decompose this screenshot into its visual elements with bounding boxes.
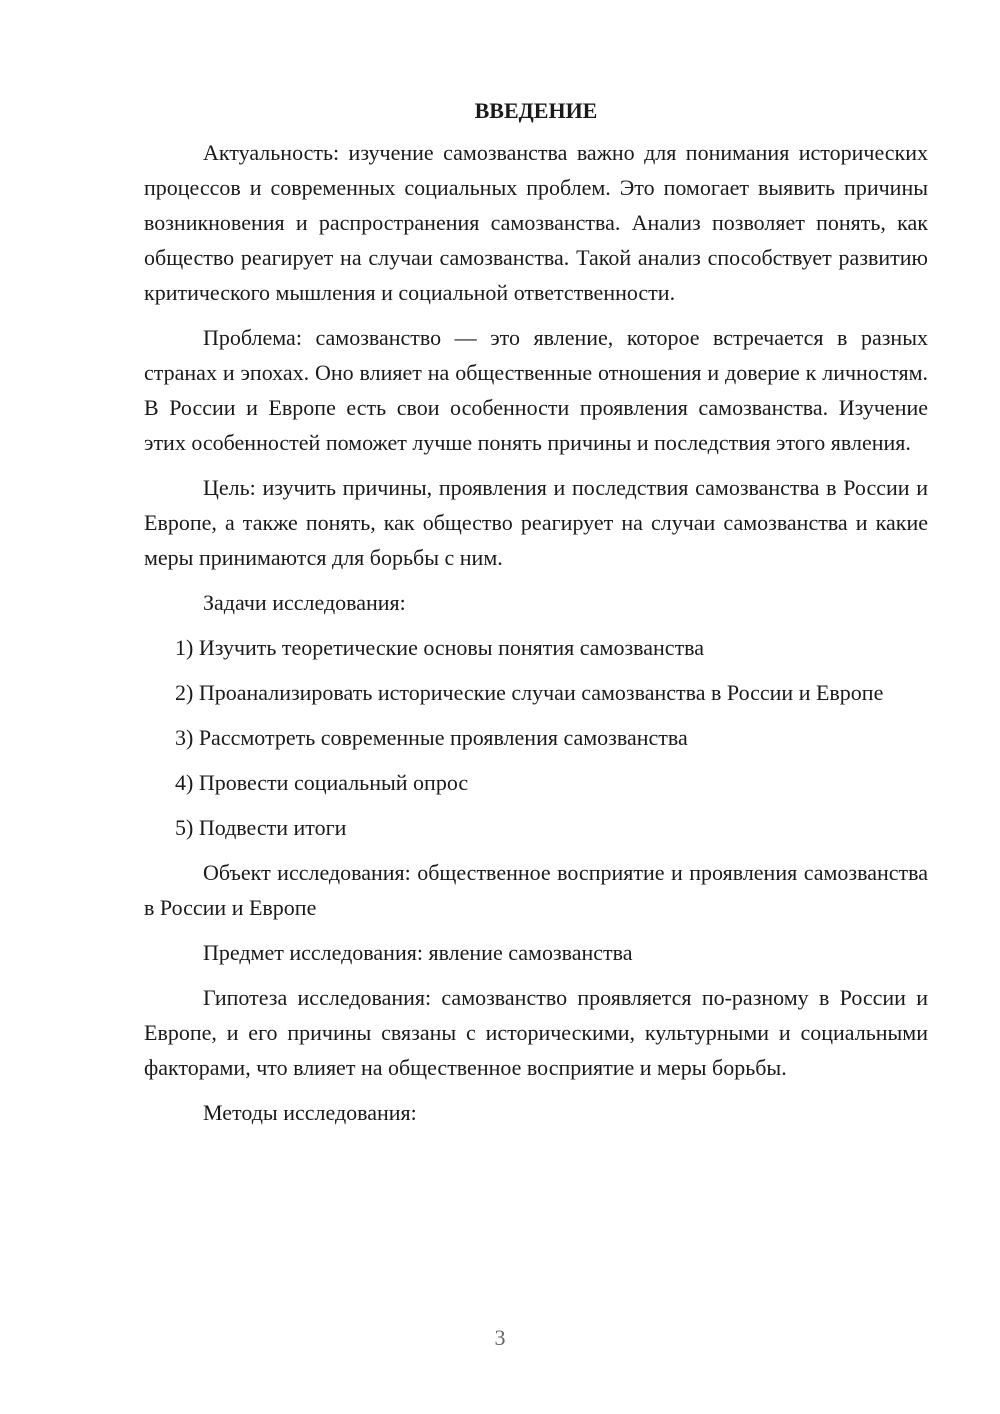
paragraph-relevance: Актуальность: изучение самозванства важно для понимания исторических процессов и современных социальных проблем. Это помогает выявить причины возникновения и распространения самозванства. Анализ позволяет понять, как общество реагирует на случаи самозванства. Такой анализ способствует развитию критического мышления и социальной ответственности. (144, 140, 928, 305)
task-item-4: 4) Провести социальный опрос (175, 770, 469, 795)
paragraph-goal: Цель: изучить причины, проявления и последствия самозванства в России и Европе, а также понять, как общество реагирует на случаи самозванства и какие меры принимаются для борьбы с ним. (144, 475, 928, 570)
task-item-1: 1) Изучить теоретические основы понятия самозванства (175, 635, 705, 660)
paragraph-methods: Методы исследования: (203, 1100, 417, 1125)
task-item-5: 5) Подвести итоги (175, 815, 347, 840)
page-title: ВВЕДЕНИЕ (474, 98, 598, 123)
paragraph-hypothesis: Гипотеза исследования: самозванство проявляется по-разному в России и Европе, и его причины связаны с историческими, культурными и социальными факторами, что влияет на общественное восприятие и меры борьбы. (144, 985, 928, 1080)
task-item-2: 2) Проанализировать исторические случаи самозванства в России и Европе (175, 680, 884, 705)
page-number: 3 (494, 1325, 506, 1350)
paragraph-object: Объект исследования: общественное восприятие и проявления самозванства в России и Европе (144, 860, 928, 920)
paragraph-subject: Предмет исследования: явление самозванства (203, 940, 633, 965)
task-item-3: 3) Рассмотреть современные проявления самозванства (175, 725, 688, 750)
tasks-heading: Задачи исследования: (203, 590, 406, 615)
paragraph-problem: Проблема: самозванство — это явление, которое встречается в разных странах и эпохах. Оно влияет на общественные отношения и доверие к личностям. В России и Европе есть свои особенности проявления самозванства. Изучение этих особенностей поможет лучше понять причины и последствия этого явления. (144, 325, 928, 455)
